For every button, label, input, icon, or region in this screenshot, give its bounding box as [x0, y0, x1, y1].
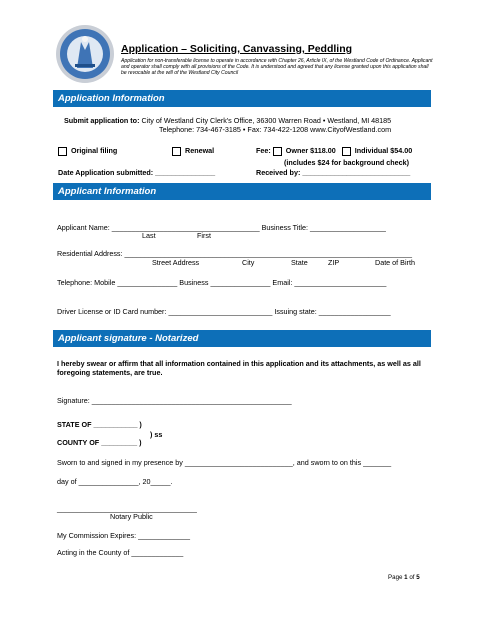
oath-statement: I hereby swear or affirm that all information contained in this application and its attachments, as well as all foregoing statements, are true. — [57, 359, 421, 377]
page-current: 1 — [404, 574, 408, 581]
name-sublabel-first: First — [197, 231, 211, 240]
original-filing-option[interactable] — [58, 146, 117, 156]
date-of-birth-field[interactable]: ___________ — [368, 249, 412, 258]
section-applicant-signature: Applicant signature - Notarized — [53, 330, 431, 347]
county-of-field[interactable]: COUNTY OF _________ ) — [57, 438, 142, 447]
owner-fee-label: Owner $118.00 — [285, 146, 336, 155]
renewal-checkbox[interactable] — [172, 147, 181, 156]
signature-field[interactable]: Signature: __________________________________________________ — [57, 396, 292, 405]
ss-mark: ) ss — [150, 430, 163, 439]
address-sublabel-dob: Date of Birth — [375, 258, 415, 267]
individual-fee-label: Individual $54.00 — [354, 146, 413, 155]
submit-contact: Telephone: 734-467-3185 • Fax: 734-422-1208 www.CityofWestland.com — [159, 125, 392, 134]
westland-city-seal-icon — [55, 24, 115, 84]
submit-address: City of Westland City Clerk's Office, 36300 Warren Road • Westland, MI 48185 — [141, 116, 392, 125]
document-title: Application – Soliciting, Canvassing, Peddling — [121, 43, 353, 55]
state-of-field[interactable]: STATE OF ___________ ) — [57, 420, 142, 429]
received-by-field[interactable]: Received by: ___________________________ — [256, 168, 411, 177]
owner-fee-checkbox[interactable] — [273, 147, 282, 156]
acting-county-field[interactable]: Acting in the County of _____________ — [57, 548, 184, 557]
fee-label: Fee: — [256, 146, 271, 155]
page-total: 5 — [416, 574, 420, 581]
residential-address-field[interactable]: Residential Address: _____________________________________________________________ — [57, 249, 369, 258]
address-sublabel-zip: ZIP — [328, 258, 340, 267]
submit-address-row — [64, 116, 391, 125]
page-of: of — [407, 574, 417, 581]
section-application-information: Application Information — [53, 90, 431, 107]
page-number — [388, 574, 420, 581]
submit-label: Submit application to: — [64, 116, 140, 125]
page-prefix: Page — [388, 574, 405, 581]
renewal-option[interactable] — [172, 146, 214, 156]
address-sublabel-city: City — [242, 258, 255, 267]
address-sublabel-state: State — [291, 258, 308, 267]
day-field[interactable]: day of _______________, 20_____. — [57, 477, 173, 486]
address-sublabel-street: Street Address — [152, 258, 200, 267]
date-submitted-field[interactable]: Date Application submitted: _______________ — [58, 168, 216, 177]
original-filing-checkbox[interactable] — [58, 147, 67, 156]
notary-public-label: Notary Public — [110, 512, 153, 521]
renewal-label: Renewal — [185, 146, 215, 155]
commission-expires-field[interactable]: My Commission Expires: _____________ — [57, 531, 191, 540]
section-applicant-information: Applicant Information — [53, 183, 431, 200]
telephone-email-field[interactable]: Telephone: Mobile _______________ Business _______________ Email: _______________________ — [57, 278, 387, 287]
individual-fee-checkbox[interactable] — [342, 147, 351, 156]
license-note: Application for non-transferable license to operate in accordance with Chapter 26, Article IX, of the Westland Code of Ordinance. Applicant and operator shall comply with all provisions of the Code. It is understood and agreed that any license granted upon this application shall be revocable at the will of the Westland City Council — [121, 58, 433, 76]
driver-license-field[interactable]: Driver License or ID Card number: __________________________ Issuing state: __________________ — [57, 307, 391, 316]
name-sublabel-last: Last — [142, 231, 156, 240]
notary-signature-line[interactable]: ___________________________________ — [57, 504, 197, 513]
original-filing-label: Original filing — [71, 146, 118, 155]
applicant-name-field[interactable]: Applicant Name: _____________________________________ Business Title: ___________________ — [57, 223, 386, 232]
fee-note: (includes $24 for background check) — [284, 158, 410, 167]
fee-row — [256, 146, 412, 156]
sworn-statement-field[interactable]: Sworn to and signed in my presence by ___________________________, and sworn to on this _______ — [57, 458, 392, 467]
